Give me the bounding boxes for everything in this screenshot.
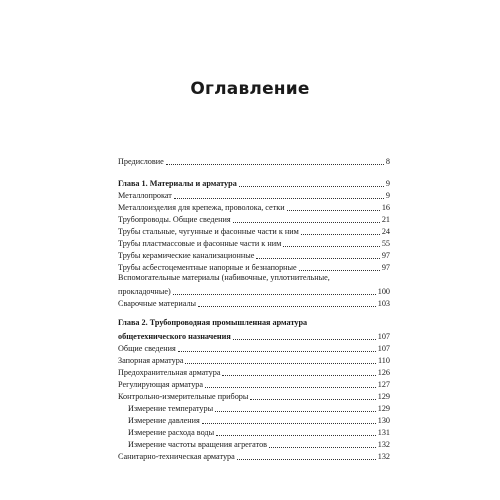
toc-entry[interactable] xyxy=(118,201,390,213)
toc-entry-label: Сварочные материалы xyxy=(118,299,197,308)
toc-entry[interactable] xyxy=(118,342,390,354)
toc-leader-dots xyxy=(237,459,376,460)
toc-entry-page: 107 xyxy=(377,344,390,353)
toc-entry[interactable] xyxy=(118,450,390,462)
toc-entry-chapter-1[interactable] xyxy=(118,177,390,189)
toc-leader-dots xyxy=(216,435,376,436)
toc-leader-dots xyxy=(239,186,384,187)
toc-entry-page: 132 xyxy=(377,440,390,449)
toc-entry[interactable] xyxy=(118,366,390,378)
toc-subentry[interactable] xyxy=(118,402,390,414)
toc-entry-page: 100 xyxy=(377,287,390,296)
toc-entry-label: Предохранительная арматура xyxy=(118,368,221,377)
toc-entry-page: 97 xyxy=(381,251,390,260)
toc-entry-label: Трубы стальные, чугунные и фасонные части к ним xyxy=(118,227,299,236)
toc-entry[interactable] xyxy=(118,261,390,273)
toc-entry-page: 129 xyxy=(377,392,390,401)
toc-entry-page: 9 xyxy=(385,179,390,188)
toc-entry-label: Измерение частоты вращения агрегатов xyxy=(128,440,268,449)
toc-leader-dots xyxy=(178,351,376,352)
toc-entry-label: Трубы асбестоцементные напорные и безнапорные xyxy=(118,263,297,272)
toc-entry[interactable] xyxy=(118,390,390,402)
toc-entry-page: 24 xyxy=(381,227,390,236)
toc-entry[interactable] xyxy=(118,237,390,249)
toc-entry-label: Трубы пластмассовые и фасонные части к ним xyxy=(118,239,282,248)
toc-entry-chapter-2-first-line[interactable] xyxy=(118,318,390,330)
page-title: Оглавление xyxy=(190,79,310,99)
toc-entry-label: Глава 1. Материалы и арматура xyxy=(118,179,237,188)
toc-entry-page: 103 xyxy=(377,299,390,308)
toc-entry[interactable] xyxy=(118,297,390,309)
toc-entry-label: прокладочные) xyxy=(118,287,171,296)
toc-entry[interactable] xyxy=(118,378,390,390)
toc-entry-page: 16 xyxy=(381,203,390,212)
toc-entry-page: 21 xyxy=(381,215,390,224)
toc-subentry[interactable] xyxy=(118,414,390,426)
toc-entry-label: общетехнического назначения xyxy=(118,332,231,341)
toc-leader-dots xyxy=(202,423,376,424)
toc-entry-label: Металлоизделия для крепежа, проволока, сетки xyxy=(118,203,285,212)
toc-leader-dots xyxy=(205,387,376,388)
toc-entry-page: 126 xyxy=(377,368,390,377)
toc-entry-label: Трубопроводы. Общие сведения xyxy=(118,215,231,224)
toc-entry-page: 110 xyxy=(378,356,390,365)
toc-entry-page: 8 xyxy=(385,157,390,166)
toc-entry-label: Глава 2. Трубопроводная промышленная арматура xyxy=(118,318,308,327)
toc-leader-dots xyxy=(174,198,384,199)
toc-entry-label: Металлопрокат xyxy=(118,191,172,200)
toc-leader-dots xyxy=(222,375,375,376)
toc-entry-label: Измерение расхода воды xyxy=(128,428,215,437)
toc-entry-label: Санитарно-техническая арматура xyxy=(118,452,235,461)
toc-entry-page: 130 xyxy=(377,416,390,425)
toc-entry-label: Общие сведения xyxy=(118,344,176,353)
toc-entry-page: 97 xyxy=(381,263,390,272)
toc-entry[interactable] xyxy=(118,225,390,237)
toc-entry-label: Предисловие xyxy=(118,157,164,166)
toc-leader-dots xyxy=(185,363,376,364)
toc-entry-label: Измерение давления xyxy=(128,416,200,425)
toc-leader-dots xyxy=(173,294,376,295)
toc-entry-chapter-2[interactable] xyxy=(118,330,390,342)
toc-leader-dots xyxy=(269,447,376,448)
toc-entry-page: 55 xyxy=(381,239,390,248)
toc-leader-dots xyxy=(233,339,376,340)
toc-entry[interactable] xyxy=(118,249,390,261)
toc-entry-page: 127 xyxy=(377,380,390,389)
toc-leader-dots xyxy=(283,246,380,247)
toc-entry-page: 131 xyxy=(377,428,390,437)
toc-leader-dots xyxy=(256,258,379,259)
toc-entry[interactable] xyxy=(118,213,390,225)
toc-leader-dots xyxy=(301,234,380,235)
toc-entry-page: 9 xyxy=(385,191,390,200)
toc-leader-dots xyxy=(299,270,380,271)
toc-entry-page: 132 xyxy=(377,452,390,461)
toc-entry[interactable] xyxy=(118,189,390,201)
toc-entry-label: Трубы керамические канализационные xyxy=(118,251,255,260)
toc-leader-dots xyxy=(198,306,376,307)
toc-entry-label: Запорная арматура xyxy=(118,356,184,365)
toc-entry-preface[interactable] xyxy=(118,155,390,167)
toc-leader-dots xyxy=(250,399,375,400)
toc-entry-label: Контрольно-измерительные приборы xyxy=(118,392,249,401)
toc-entry-label: Измерение температуры xyxy=(128,404,214,413)
toc-entry[interactable] xyxy=(118,354,390,366)
toc-leader-dots xyxy=(215,411,376,412)
toc-entry-page: 129 xyxy=(377,404,390,413)
toc-entry-continuation[interactable] xyxy=(118,285,390,297)
toc-entry-first-line[interactable] xyxy=(118,273,390,285)
toc-leader-dots xyxy=(233,222,380,223)
toc-entry-page: 107 xyxy=(377,332,390,341)
toc-subentry[interactable] xyxy=(118,438,390,450)
toc-subentry[interactable] xyxy=(118,426,390,438)
toc-entry-label: Регулирующая арматура xyxy=(118,380,204,389)
toc-leader-dots xyxy=(166,164,384,165)
toc-entry-label: Вспомогательные материалы (набивочные, уплотнительные, xyxy=(118,273,330,282)
toc-leader-dots xyxy=(287,210,380,211)
